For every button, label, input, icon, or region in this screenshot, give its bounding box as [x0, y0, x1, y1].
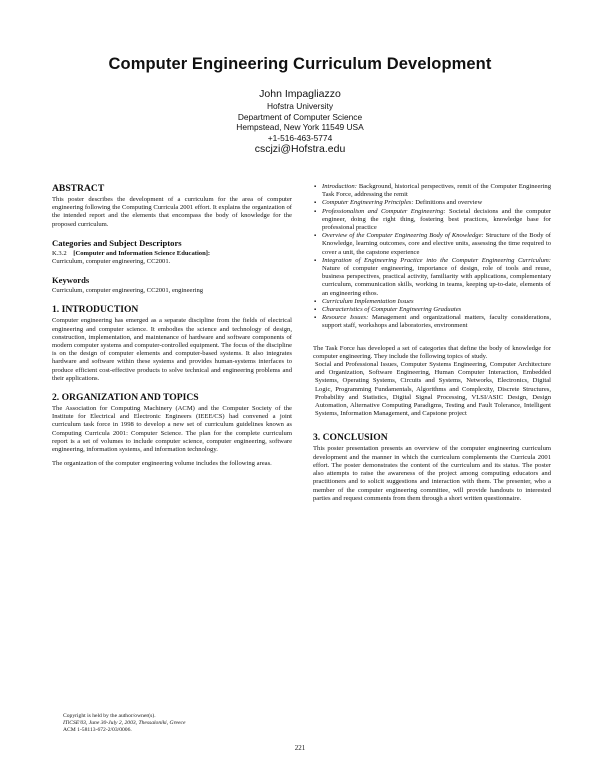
categories-section — [52, 238, 292, 266]
author-email: cscjzi@Hofstra.edu — [254, 143, 346, 156]
categories-descriptor-line — [52, 250, 292, 258]
topics-intro: The Task Force has developed a set of categories that define the body of knowledge for computer engineering. They include the following topics of study. — [313, 344, 551, 360]
abstract-text: This poster describes the development of a curriculum for the area of computer engineering following the Computing Curricula 2001 effort. It explains the organization of the intended report and the elements that encompass the body of knowledge for the proposed curriculum. — [52, 196, 292, 228]
topics-list: Social and Professional Issues, Computer Systems Engineering, Computer Architecture and Organization, Software Engineering, Human Computer Interaction, Embedded Systems, Operating Systems, Circuits and Systems, Networks, Electronics, Digital Logic, Programming Fundamentals, Algorithms and Complexity, Discrete Structures, Probability and Statistics, Digital Signal Processing, VLSI/ASIC Design, Design Automation, Alternative Computing Paradigms, Testing and Fault Tolerance, Intelligent Systems, Information Management, and Capstone project — [315, 361, 551, 418]
list-item: ▪ Resource Issues: Management and organizational matters, faculty considerations, support staff, workshops and laboratories, environment — [313, 314, 551, 330]
copyright-line-2: ITiCSE'03, June 30-July 2, 2003, Thessaloniki, Greece — [63, 720, 186, 726]
right-column — [313, 183, 551, 512]
left-column — [52, 183, 292, 477]
paper-title: Computer Engineering Curriculum Development — [108, 55, 492, 73]
categories-code: K.3.2 — [52, 249, 67, 257]
list-item: ▪ Computer Engineering Principles: Definitions and overview — [313, 199, 551, 207]
categories-descriptor: [Computer and Information Science Education]: — [73, 249, 211, 257]
organization-section — [52, 392, 292, 468]
copyright-notice — [63, 713, 293, 734]
conclusion-section — [313, 432, 551, 502]
organization-heading: 2. ORGANIZATION AND TOPICS — [52, 392, 199, 404]
author-phone: +1-516-463-5774 — [267, 132, 333, 143]
abstract-heading: ABSTRACT — [52, 183, 105, 194]
keywords-heading: Keywords — [52, 275, 90, 286]
author-block — [0, 88, 600, 156]
list-item: ▪ Overview of the Computer Engineering Body of Knowledge: Structure of the Body of Knowledge, learning outcomes, core and elective units, assessing the time required to cover a unit, the capstone experience — [313, 232, 551, 257]
list-item: ▪ Characteristics of Computer Engineering Graduates — [313, 306, 551, 314]
author-affiliation: Hofstra University — [266, 101, 334, 111]
abstract-section — [52, 183, 292, 229]
categories-heading: Categories and Subject Descriptors — [52, 237, 182, 248]
introduction-heading: 1. INTRODUCTION — [52, 304, 139, 316]
topics-section — [313, 345, 551, 419]
page-number: 221 — [294, 744, 306, 752]
keywords-text: Curriculum, computer engineering, CC2001, engineering — [52, 287, 204, 295]
keywords-section — [52, 275, 292, 295]
introduction-section — [52, 304, 292, 383]
list-item: ▪ Integration of Engineering Practice into the Computer Engineering Curriculum: Nature of computer engineering, importance of design, role of tools and reuse, business perspectives, practical activity, familiarity with applications, complementary curriculum, communication skills, working in teams, keeping up-to-date, elements of an engineering ethos. — [313, 257, 551, 298]
list-item: ▪ Curriculum Implementation Issues — [313, 298, 551, 306]
author-address: Hempstead, New York 11549 USA — [236, 122, 364, 133]
areas-list — [313, 183, 551, 331]
categories-text: Curriculum, computer engineering, CC2001. — [52, 258, 171, 266]
copyright-line-3: ACM 1-58113-672-2/03/0006. — [63, 727, 132, 733]
conclusion-text: This poster presentation presents an overview of the computer engineering curriculum development and the manner in which the curriculum complements the Curricula 2001 effort. The poster demonstrates the content of the curriculum and its status. The poster also attempts to raise the awareness of the project among computing educators and practitioners and to solicit suggestions and interaction with them. The presenter, who a member of the computer engineering committee, will provide handouts to interested parties and request comments from them through a short written questionnaire. — [313, 445, 551, 502]
organization-text: The Association for Computing Machinery (ACM) and the Computer Society of the Institute for Electrical and Electronic Engineers (IEEE/CS) had convened a joint curriculum task force in 1998 to develop a new set of curriculum guidelines known as Computing Curricula 2001: Computer Science. The plan for the complete curriculum report is a set of volumes to include computer science, computer engineering, software engineering, information systems, and information technology. — [52, 405, 292, 454]
author-name: John Impagliazzo — [259, 88, 341, 100]
introduction-text: Computer engineering has emerged as a separate discipline from the fields of electrical engineering and computer science. It embodies the science and technology of design, construction, implementation, and maintenance of hardware and software components of modern computer systems and computer-controlled equipment. The focus of the discipline is on the design of computer elements and computer-based systems. It also integrates hardware and software within these systems and provides human-systems interfaces to produce efficient cost-effective products to solve technical and engineering problems and their applications. — [52, 317, 292, 382]
conclusion-heading: 3. CONCLUSION — [313, 432, 388, 444]
copyright-line-1: Copyright is held by the author/owner(s). — [63, 713, 156, 719]
list-item: ▪ Introduction: Background, historical perspectives, remit of the Computer Engineering Task Force, addressing the remit — [313, 183, 551, 199]
author-department: Department of Computer Science — [237, 111, 363, 122]
organization-text-2: The organization of the computer engineering volume includes the following areas. — [52, 460, 272, 468]
list-item: ▪ Professionalism and Computer Engineering: Societal decisions and the computer engineer, doing the right thing, fostering best practices, knowledge base for professional practice — [313, 208, 551, 233]
